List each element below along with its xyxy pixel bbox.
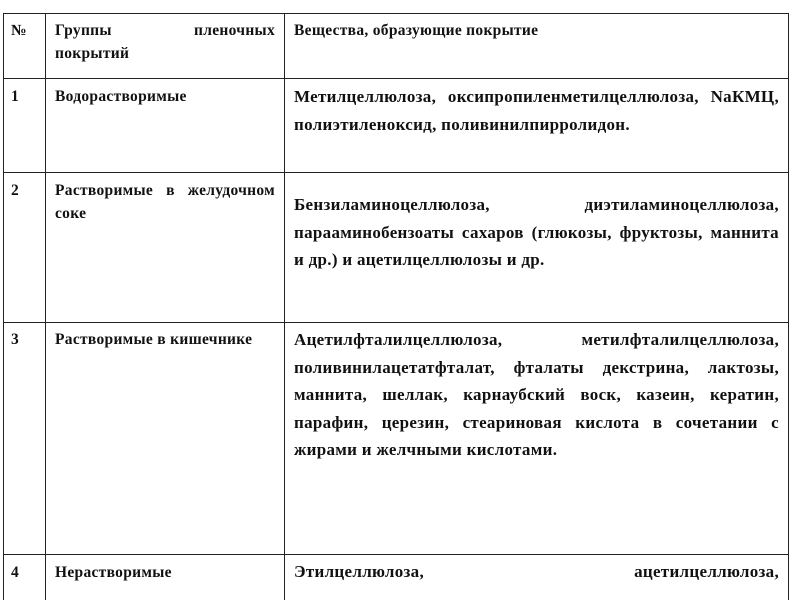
row-group-cell: [46, 173, 285, 323]
table-row: [4, 79, 789, 173]
row-substances-cell: [285, 173, 789, 323]
row-substances-cell: [285, 323, 789, 555]
row-number: 2: [11, 182, 20, 199]
row-group: Растворимые в желудочном соке: [55, 182, 275, 222]
row-group-cell: [46, 323, 285, 555]
row-group: Растворимые в кишечнике: [55, 331, 253, 348]
row-group-cell: [46, 555, 285, 600]
row-number-cell: [4, 555, 46, 600]
row-substances: Бензиламиноцеллюлоза, диэтиламиноцеллюлоза, парааминобензоаты сахаров (глюкозы, фруктозы, маннита и др.) и ацетилцеллюлозы и др.: [294, 195, 779, 269]
row-substances: Этилцеллюлоза, ацетилцеллюлоза,: [294, 562, 779, 581]
row-number-cell: [4, 173, 46, 323]
film-coatings-table: [3, 13, 789, 600]
row-substances: Ацетилфталилцеллюлоза, метилфталилцеллюлоза, поливинилацетатфталат, фталаты декстрина, лактозы, маннита, шеллак, карнаубский воск, казеин, кератин, парафин, церезин, стеариновая кислота в сочетании с жирами и желчными кислотами.: [294, 330, 779, 459]
row-group: Водорастворимые: [55, 88, 187, 105]
table-row: [4, 323, 789, 555]
table-row: [4, 173, 789, 323]
row-substances-cell: [285, 555, 789, 600]
row-group-cell: [46, 79, 285, 173]
header-group-cell: [46, 14, 285, 79]
table-header-row: [4, 14, 789, 79]
row-number: 4: [11, 564, 20, 581]
row-number-cell: [4, 79, 46, 173]
row-substances-cell: [285, 79, 789, 173]
row-number-cell: [4, 323, 46, 555]
header-group: Группы пленочных покрытий: [55, 22, 275, 62]
row-number: 1: [11, 88, 20, 105]
row-group: Нерастворимые: [55, 564, 172, 581]
table-row: [4, 555, 789, 600]
header-number: №: [11, 22, 27, 39]
row-substances: Метилцеллюлоза, оксипропиленметилцеллюлоза, NaКМЦ, полиэтиленоксид, поливинилпирролидон.: [294, 87, 779, 134]
header-number-cell: [4, 14, 46, 79]
header-substances: Вещества, образующие покрытие: [294, 22, 539, 39]
header-substances-cell: [285, 14, 789, 79]
row-number: 3: [11, 331, 20, 348]
